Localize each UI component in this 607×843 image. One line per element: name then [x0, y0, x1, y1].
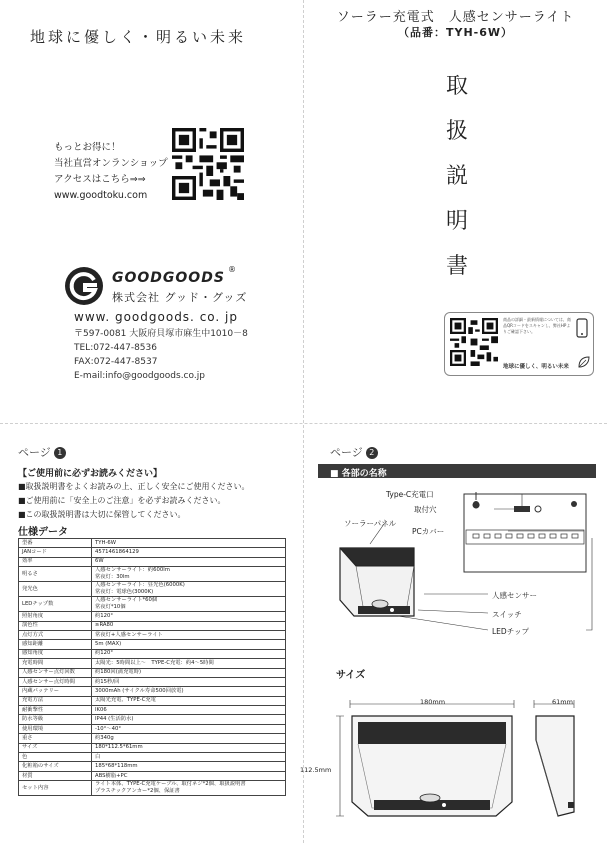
spec-row: [19, 640, 286, 649]
spec-row: [19, 567, 286, 582]
spec-key: 人感センサー点灯回数: [19, 668, 92, 677]
dim-width: 180mm: [420, 698, 446, 706]
spec-key: 感知角度: [19, 649, 92, 658]
spec-value: 180*112.5*61mm: [92, 743, 286, 752]
spec-value: 3000mAh (サイクル寿命500回放電): [92, 687, 286, 696]
fax: FAX:072-447-8537: [74, 357, 158, 367]
spec-row: [19, 753, 286, 762]
spec-row: [19, 612, 286, 621]
page-label: ページ: [18, 446, 51, 459]
registered-mark: ®: [228, 265, 236, 274]
promo-line: www.goodtoku.com: [54, 190, 148, 201]
spec-row: [19, 659, 286, 668]
promo-line: もっとお得に！: [54, 142, 121, 153]
spec-key: 充電時間: [19, 659, 92, 668]
spec-table: [18, 538, 286, 796]
spec-value: IK06: [92, 706, 286, 715]
spec-key: 重さ: [19, 734, 92, 743]
spec-value: 人感センサーライト*60個 常夜灯*10個: [92, 597, 286, 612]
spec-value: 約340g: [92, 734, 286, 743]
spec-row: [19, 597, 286, 612]
spec-key: 効率: [19, 557, 92, 566]
dim-depth: 61mm: [552, 698, 573, 706]
company-name: 株式会社 グッド・グッズ: [112, 291, 248, 304]
manual-char: 扱: [445, 119, 468, 144]
tel: TEL:072-447-8536: [74, 343, 157, 353]
spec-value: ≥RA80: [92, 621, 286, 630]
spec-row: [19, 771, 286, 780]
size-diagram: [318, 690, 598, 830]
qr-card-slogan: 地球に優しく、明るい未来: [503, 364, 569, 370]
product-qr-code[interactable]: [450, 318, 498, 366]
label-led-chip: LEDチップ: [492, 627, 529, 636]
leaf-icon: [578, 356, 590, 368]
warning-title: 【ご使用前に必ずお読みください】: [18, 469, 163, 479]
spec-row: [19, 687, 286, 696]
goodgoods-logo-icon: [64, 266, 104, 306]
manual-char: 明: [445, 209, 468, 234]
spec-row: [19, 706, 286, 715]
spec-row: [19, 539, 286, 548]
spec-key: 明るさ: [19, 567, 92, 582]
spec-key: 色: [19, 753, 92, 762]
spec-row: [19, 630, 286, 639]
spec-value: 5m (MAX): [92, 640, 286, 649]
spec-value: 6W: [92, 557, 286, 566]
fold-line-horizontal: [0, 423, 607, 425]
spec-key: 演色性: [19, 621, 92, 630]
spec-row: [19, 696, 286, 705]
spec-key: 充電方法: [19, 696, 92, 705]
email: E-mail:info@goodgoods.co.jp: [74, 371, 205, 381]
page-number: 1: [54, 447, 66, 459]
slogan: 地球に優しく・明るい未来: [30, 28, 247, 46]
spec-row: [19, 715, 286, 724]
spec-key: 耐衝撃性: [19, 706, 92, 715]
manual-char: 取: [445, 74, 468, 99]
spec-row: [19, 677, 286, 686]
spec-value: 185*68*118mm: [92, 762, 286, 771]
spec-key: 人感センサー点灯時間: [19, 677, 92, 686]
spec-value: 約15秒/回: [92, 677, 286, 686]
page-number: 2: [366, 447, 378, 459]
company-website[interactable]: www. goodgoods. co. jp: [74, 310, 238, 324]
spec-value: TYH-6W: [92, 539, 286, 548]
spec-row: [19, 668, 286, 677]
spec-value: 約120°: [92, 612, 286, 621]
spec-value: ABS樹脂+PC: [92, 771, 286, 780]
spec-key: サイズ: [19, 743, 92, 752]
label-switch: スイッチ: [492, 610, 522, 619]
spec-key: 発光色: [19, 582, 92, 597]
warning-list: [18, 480, 250, 522]
spec-value: 約180回(満充電時): [92, 668, 286, 677]
warning-item: ■この取扱説明書は大切に保管してください。: [18, 510, 186, 519]
brand-name: GOODGOODS: [112, 270, 225, 286]
label-typec-port: Type-C充電口: [386, 490, 434, 499]
parts-title: ■ 各部の名称: [330, 469, 387, 479]
parts-diagram: [318, 482, 598, 652]
label-motion-sensor: 人感センサー: [492, 591, 537, 600]
spec-value: -10°～40°: [92, 724, 286, 733]
spec-row: [19, 621, 286, 630]
fold-line-vertical: [303, 0, 305, 843]
address: 〒597-0081 大阪府貝塚市麻生中1010－8: [74, 329, 248, 339]
page1-header: [18, 444, 66, 460]
spec-row: [19, 548, 286, 557]
spec-row: [19, 724, 286, 733]
qr-card-text: 商品の詳細・最新情報については、商品QRコードをスキャンし、弊社HPよりご確認下さい。: [503, 317, 571, 334]
spec-key: 型番: [19, 539, 92, 548]
promo-line: 当社直営オンランショップ: [54, 158, 168, 169]
spec-value: 人感センサーライト：約600lm 常夜灯：30lm: [92, 567, 286, 582]
spec-key: 材質: [19, 771, 92, 780]
manual-char: 書: [445, 254, 468, 279]
spec-value: 人感センサーライト：昼光色(6000K) 常夜灯：電球色(3000K): [92, 582, 286, 597]
spec-key: セット内容: [19, 781, 92, 796]
shop-qr-code[interactable]: [172, 128, 244, 200]
spec-key: 点灯方式: [19, 630, 92, 639]
label-mount-hole: 取付穴: [414, 505, 437, 514]
phone-icon: [576, 318, 588, 338]
spec-value: IP44 (生活防水): [92, 715, 286, 724]
size-title: サイズ: [336, 670, 366, 681]
spec-row: [19, 557, 286, 566]
warning-item: ■取扱説明書をよくお読みの上、正しく安全にご使用ください。: [18, 482, 250, 491]
spec-row: [19, 762, 286, 771]
spec-key: LEDチップ数: [19, 597, 92, 612]
label-solar-panel: ソーラーパネル: [344, 519, 397, 528]
spec-row: [19, 649, 286, 658]
spec-value: 4571461864129: [92, 548, 286, 557]
page2-header: [330, 444, 378, 460]
label-pc-cover: PCカバー: [412, 527, 445, 536]
spec-row: [19, 582, 286, 597]
spec-key: 感知距離: [19, 640, 92, 649]
spec-value: 太陽光：5時間以上～ TYPE-C充電：約4～5時間: [92, 659, 286, 668]
spec-key: 使用環境: [19, 724, 92, 733]
manual-char: 説: [445, 164, 468, 189]
spec-key: 防水等級: [19, 715, 92, 724]
spec-value: 約120°: [92, 649, 286, 658]
spec-value: 白: [92, 753, 286, 762]
spec-value: 太陽光充電、TYPE-C充電: [92, 696, 286, 705]
spec-row: [19, 781, 286, 796]
product-model: （品番：TYH-6W）: [397, 26, 514, 39]
spec-row: [19, 743, 286, 752]
contact-info: [74, 327, 248, 383]
page-label: ページ: [330, 446, 363, 459]
spec-key: 化粧箱のサイズ: [19, 762, 92, 771]
spec-value: 常夜灯+人感センサーライト: [92, 630, 286, 639]
spec-title: 仕様データ: [18, 527, 68, 538]
product-title: ソーラー充電式 人感センサーライト: [336, 10, 575, 25]
promo-line: アクセスはこちら⇒⇒: [54, 174, 146, 185]
dim-height: 112.5mm: [300, 766, 332, 774]
warning-item: ■ご使用前に「安全上のご注意」を必ずお読みください。: [18, 496, 226, 505]
spec-key: 照射角度: [19, 612, 92, 621]
spec-key: JANコード: [19, 548, 92, 557]
spec-key: 内蔵バッテリー: [19, 687, 92, 696]
spec-row: [19, 734, 286, 743]
manual-title: [443, 64, 471, 289]
promo-text: [54, 140, 168, 204]
spec-value: ライト本体、TYPE-C充電ケーブル、取付ネジ*2個、取扱説明書 プラスチックアンカー*2個、保証書: [92, 781, 286, 796]
